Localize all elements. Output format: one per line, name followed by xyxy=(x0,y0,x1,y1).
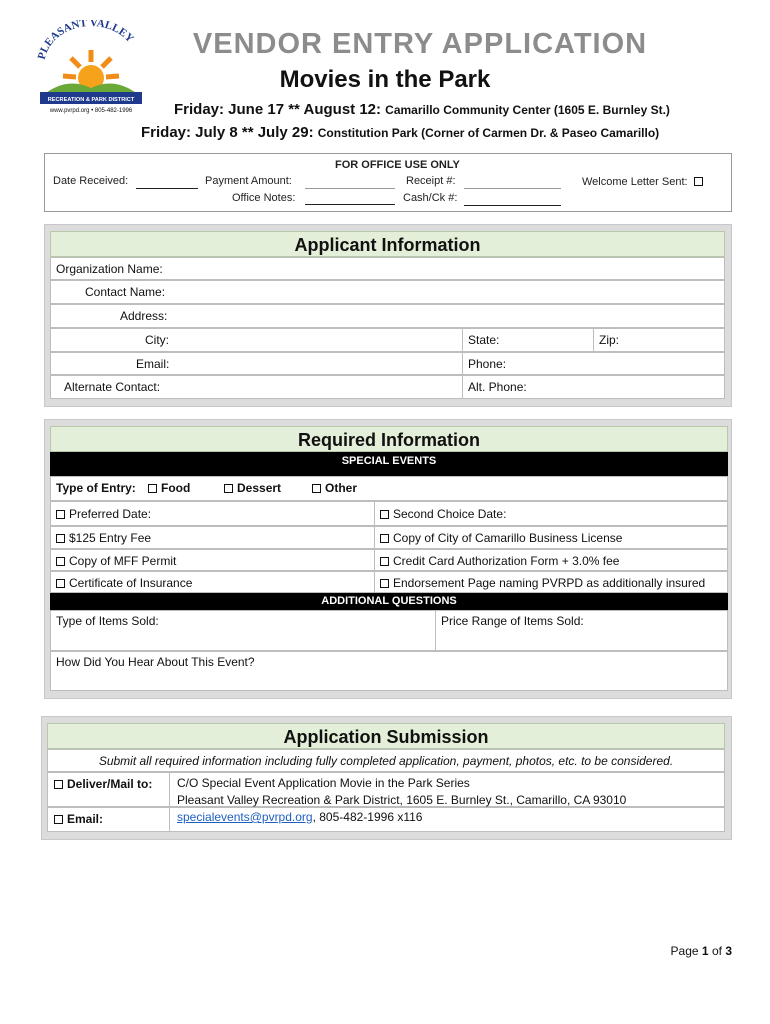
city-label: City: xyxy=(145,333,169,347)
submission-heading: Application Submission xyxy=(47,723,725,749)
credit-card-label: Credit Card Authorization Form + 3.0% fee xyxy=(393,554,620,568)
second-choice-option[interactable] xyxy=(380,507,506,521)
entry-fee-checkbox[interactable] xyxy=(56,534,65,543)
insurance-label: Certificate of Insurance xyxy=(69,576,193,590)
email-submit-row xyxy=(47,807,725,832)
mff-permit-option[interactable] xyxy=(56,554,176,568)
applicant-heading: Applicant Information xyxy=(50,231,725,257)
date-line-1-dates: Friday: June 17 ** August 12: xyxy=(174,101,381,118)
insurance-option[interactable] xyxy=(56,576,192,590)
email-link[interactable]: specialevents@pvrpd.org xyxy=(177,810,313,824)
phone-label: Phone: xyxy=(468,357,507,371)
business-license-option[interactable] xyxy=(380,531,622,545)
required-heading: Required Information xyxy=(50,426,728,452)
price-range-label: Price Range of Items Sold: xyxy=(441,614,584,628)
page-of: of xyxy=(711,944,722,958)
alt-contact-row xyxy=(50,375,725,399)
page-current: 1 xyxy=(701,944,709,958)
second-choice-checkbox[interactable] xyxy=(380,510,389,519)
deliver-line-2: Pleasant Valley Recreation & Park District, 1605 E. Burnley St., Camarillo, CA 93010 xyxy=(177,793,627,807)
preferred-date-label: Preferred Date: xyxy=(69,507,152,521)
office-heading: FOR OFFICE USE ONLY xyxy=(335,159,460,171)
office-use-box xyxy=(44,153,732,212)
receipt-field[interactable] xyxy=(464,188,561,189)
dessert-option[interactable] xyxy=(224,481,281,495)
type-of-entry-label: Type of Entry: xyxy=(56,481,136,495)
receipt-label: Receipt #: xyxy=(406,175,456,187)
welcome-letter-text: Welcome Letter Sent: xyxy=(582,176,688,188)
business-license-checkbox[interactable] xyxy=(380,534,389,543)
date-line-1-location: Camarillo Community Center (1605 E. Burnley St.) xyxy=(385,103,670,117)
page-total: 3 xyxy=(725,944,732,958)
payment-amount-field[interactable] xyxy=(305,188,395,189)
contact-row[interactable] xyxy=(50,280,725,304)
state-label: State: xyxy=(468,333,500,347)
deliver-label: Deliver/Mail to: xyxy=(67,777,153,791)
date-line-1 xyxy=(174,101,670,118)
fee-row xyxy=(50,526,728,549)
hear-about-label: How Did You Hear About This Event? xyxy=(56,655,255,669)
mff-permit-label: Copy of MFF Permit xyxy=(69,554,177,568)
endorsement-checkbox[interactable] xyxy=(380,579,389,588)
email-checkbox[interactable] xyxy=(54,815,63,824)
page-prefix: Page xyxy=(670,944,699,958)
svg-text:PLEASANT VALLEY xyxy=(36,20,136,61)
items-sold-row xyxy=(50,610,728,651)
cash-ck-field[interactable] xyxy=(464,205,561,206)
event-subtitle: Movies in the Park xyxy=(279,66,491,93)
entry-fee-option[interactable] xyxy=(56,531,151,545)
deliver-line-1: C/O Special Event Application Movie in the Park Series xyxy=(177,776,470,790)
insurance-row xyxy=(50,571,728,593)
logo-name-text: PLEASANT VALLEY xyxy=(36,20,136,61)
dates-row xyxy=(50,501,728,526)
deliver-option[interactable] xyxy=(54,777,152,791)
business-license-label: Copy of City of Camarillo Business License xyxy=(393,531,623,545)
other-option[interactable] xyxy=(312,481,357,495)
other-checkbox[interactable] xyxy=(312,484,321,493)
date-line-2 xyxy=(141,124,659,141)
special-events-bar: SPECIAL EVENTS xyxy=(50,452,728,476)
email-contact xyxy=(177,810,422,824)
hear-about-row[interactable] xyxy=(50,651,728,691)
food-checkbox[interactable] xyxy=(148,484,157,493)
email-submit-label: Email: xyxy=(67,812,104,826)
date-received-label: Date Received: xyxy=(53,175,129,187)
address-label: Address: xyxy=(120,309,168,323)
logo-contact-text: www.pvrpd.org • 805-482-1996 xyxy=(49,108,133,114)
date-line-2-location: Constitution Park (Corner of Carmen Dr. & Paseo Camarillo) xyxy=(317,126,660,140)
second-choice-label: Second Choice Date: xyxy=(393,507,507,521)
logo-band-text: RECREATION & PARK DISTRICT xyxy=(47,97,135,103)
email-row xyxy=(50,352,725,375)
district-logo xyxy=(36,20,146,116)
alt-phone-label: Alt. Phone: xyxy=(468,380,527,394)
food-option[interactable] xyxy=(148,481,190,495)
office-notes-field[interactable] xyxy=(305,204,395,205)
mff-permit-checkbox[interactable] xyxy=(56,557,65,566)
dessert-checkbox[interactable] xyxy=(224,484,233,493)
entry-fee-label: $125 Entry Fee xyxy=(69,531,152,545)
deliver-checkbox[interactable] xyxy=(54,780,63,789)
payment-amount-label: Payment Amount: xyxy=(205,175,292,187)
instruction-row xyxy=(47,749,725,772)
contact-label: Contact Name: xyxy=(85,285,166,299)
insurance-checkbox[interactable] xyxy=(56,579,65,588)
zip-label: Zip: xyxy=(599,333,620,347)
preferred-date-checkbox[interactable] xyxy=(56,510,65,519)
office-notes-label: Office Notes: xyxy=(232,192,296,204)
cash-ck-label: Cash/Ck #: xyxy=(403,192,458,204)
dessert-label: Dessert xyxy=(237,481,282,495)
food-label: Food xyxy=(161,481,191,495)
endorsement-label: Endorsement Page naming PVRPD as additionally insured xyxy=(393,576,706,590)
other-label: Other xyxy=(325,481,358,495)
credit-card-checkbox[interactable] xyxy=(380,557,389,566)
credit-card-option[interactable] xyxy=(380,554,619,568)
additional-questions-bar: ADDITIONAL QUESTIONS xyxy=(50,593,728,610)
preferred-date-option[interactable] xyxy=(56,507,151,521)
date-line-2-dates: Friday: July 8 ** July 29: xyxy=(141,124,314,141)
organization-label: Organization Name: xyxy=(56,262,163,276)
endorsement-option[interactable] xyxy=(380,576,705,590)
date-received-field[interactable] xyxy=(136,188,198,189)
address-row[interactable] xyxy=(50,304,725,328)
submission-instruction: Submit all required information including fully completed application, payment, photos, etc. to be considered. xyxy=(98,754,674,768)
items-sold-label: Type of Items Sold: xyxy=(56,614,159,628)
alt-contact-label: Alternate Contact: xyxy=(64,380,161,394)
email-option[interactable] xyxy=(54,812,103,826)
email-label: Email: xyxy=(136,357,170,371)
deliver-row xyxy=(47,772,725,807)
organization-row[interactable] xyxy=(50,257,725,280)
welcome-letter-checkbox[interactable] xyxy=(694,177,703,186)
logo-graphic xyxy=(36,20,146,116)
page-number xyxy=(671,944,732,958)
type-of-entry-row xyxy=(50,476,728,501)
email-phone: , 805-482-1996 x116 xyxy=(312,810,423,824)
permit-row xyxy=(50,549,728,571)
welcome-letter-label xyxy=(582,176,707,188)
page-title: VENDOR ENTRY APPLICATION xyxy=(192,28,648,60)
city-row xyxy=(50,328,725,352)
